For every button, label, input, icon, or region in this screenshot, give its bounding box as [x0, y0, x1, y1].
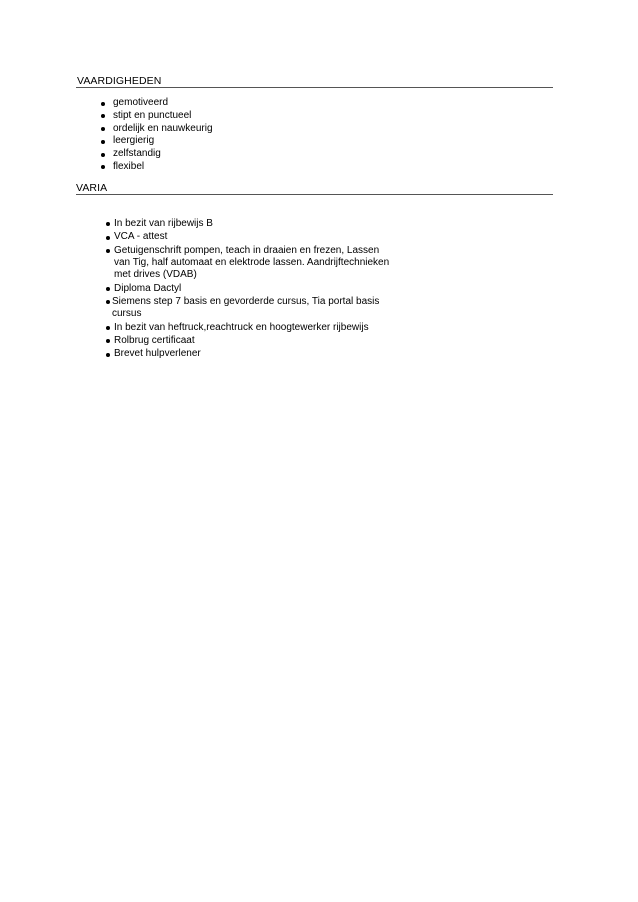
bullet-icon [106, 222, 110, 226]
skill-item-text: gemotiveerd [113, 97, 169, 108]
bullet-icon [106, 249, 110, 253]
bullet-icon [101, 114, 105, 118]
varia-item [106, 218, 396, 230]
varia-item-text: Diploma Dactyl [114, 282, 182, 294]
varia-item-text: In bezit van rijbewijs B [114, 218, 213, 229]
skills-list [100, 97, 213, 174]
skill-item [100, 123, 213, 136]
skill-item-text: flexibel [113, 160, 145, 172]
skill-item [100, 148, 213, 161]
varia-item [106, 283, 396, 295]
varia-list [106, 218, 396, 362]
bullet-icon [106, 326, 110, 330]
section-rule-varia [76, 194, 553, 195]
varia-item [106, 335, 396, 347]
bullet-icon [101, 165, 105, 169]
skill-item-text: zelfstandig [113, 148, 161, 160]
bullet-icon [101, 102, 105, 106]
skill-item [100, 97, 213, 110]
skill-item [100, 110, 213, 123]
varia-item [106, 245, 396, 282]
skill-item-text: stipt en punctueel [113, 109, 192, 121]
skill-item-text: leergierig [113, 135, 155, 147]
bullet-icon [106, 287, 110, 291]
varia-item [106, 322, 396, 334]
varia-item-text: Getuigenschrift pompen, teach in draaien en frezen, Lassen van Tig, half automaat en elektrode lassen. Aandrijftechnieken met drives (VDAB) [114, 244, 390, 281]
varia-item [106, 348, 396, 360]
skill-item [100, 135, 213, 148]
bullet-icon [101, 153, 105, 157]
varia-item-text: VCA - attest [114, 231, 168, 243]
skill-item-text: ordelijk en nauwkeurig [113, 122, 213, 134]
varia-item [106, 296, 396, 320]
bullet-icon [101, 140, 105, 144]
section-rule-vaardigheden [76, 87, 553, 88]
varia-item [106, 231, 396, 243]
skill-item [100, 161, 213, 174]
bullet-icon [106, 353, 110, 357]
bullet-icon [106, 339, 110, 343]
section-heading-vaardigheden: VAARDIGHEDEN [77, 75, 162, 87]
varia-item-text: Rolbrug certificaat [114, 334, 195, 346]
bullet-icon [101, 127, 105, 131]
section-heading-varia: VARIA [76, 182, 108, 194]
varia-item-text: In bezit van heftruck,reachtruck en hoogtewerker rijbewijs [114, 321, 369, 333]
varia-item-text: Siemens step 7 basis en gevorderde cursus, Tia portal basis cursus [112, 295, 380, 320]
varia-item-text: Brevet hulpverlener [114, 348, 201, 360]
bullet-icon [106, 300, 110, 304]
bullet-icon [106, 236, 110, 240]
